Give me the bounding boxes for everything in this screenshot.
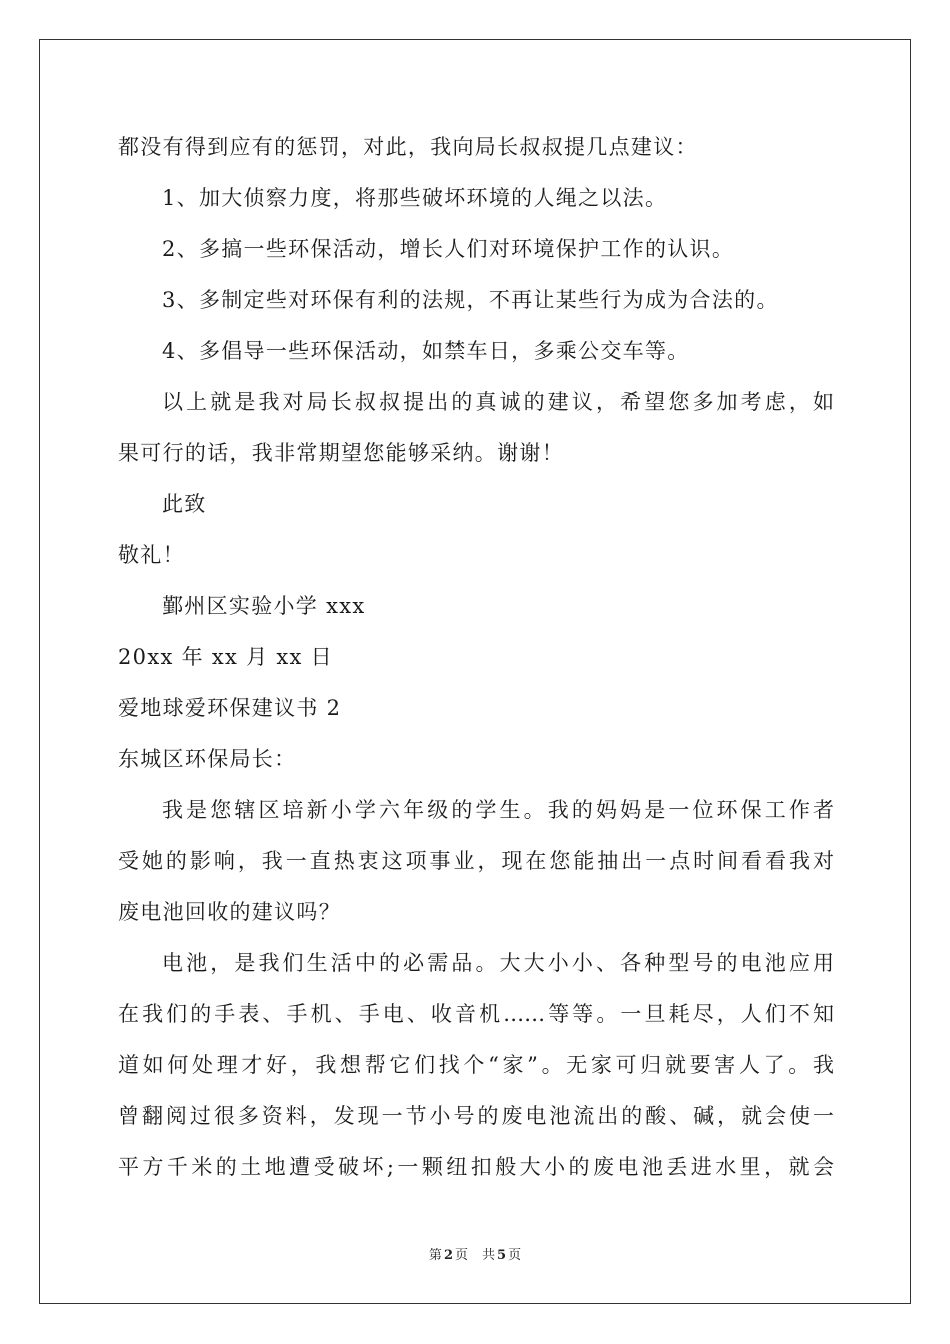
total-prefix: 共 — [482, 1248, 496, 1263]
closing-respect: 敬礼！ — [118, 543, 185, 567]
suggestion-item-3: 3、多制定些对环保有利的法规，不再让某些行为成为合法的。 — [162, 288, 779, 312]
total-suffix: 页 — [508, 1248, 522, 1263]
paragraph-line: 电池，是我们生活中的必需品。大大小小、各种型号的电池应用 — [162, 951, 834, 975]
paragraph-line: 曾翻阅过很多资料，发现一节小号的废电池流出的酸、碱，就会使一 — [118, 1104, 834, 1128]
current-page-number: 2 — [443, 1248, 453, 1263]
paragraph-line: 都没有得到应有的惩罚，对此，我向局长叔叔提几点建议： — [118, 135, 698, 159]
page-footer — [0, 1244, 950, 1263]
signature: 鄞州区实验小学 xxx — [162, 594, 366, 618]
paragraph-line: 我是您辖区培新小学六年级的学生。我的妈妈是一位环保工作者 — [162, 798, 834, 822]
closing-salutation: 此致 — [162, 492, 207, 516]
document-body — [118, 126, 834, 1197]
suggestion-item-1: 1、加大侦察力度，将那些破坏环境的人绳之以法。 — [162, 186, 668, 210]
total-page-number: 5 — [497, 1248, 507, 1263]
section-title: 爱地球爱环保建议书 2 — [118, 696, 342, 720]
page-suffix: 页 — [454, 1248, 468, 1263]
letter-date: 20xx 年 xx 月 xx 日 — [118, 645, 333, 669]
paragraph-line: 废电池回收的建议吗？ — [118, 900, 341, 924]
suggestion-item-2: 2、多搞一些环保活动，增长人们对环境保护工作的认识。 — [162, 237, 735, 261]
letter-greeting: 东城区环保局长： — [118, 747, 297, 771]
paragraph-line: 果可行的话，我非常期望您能够采纳。谢谢！ — [118, 441, 564, 465]
paragraph-line: 以上就是我对局长叔叔提出的真诚的建议，希望您多加考虑，如 — [162, 390, 834, 414]
suggestion-item-4: 4、多倡导一些环保活动，如禁车日，多乘公交车等。 — [162, 339, 690, 363]
paragraph-line: 受她的影响，我一直热衷这项事业，现在您能抽出一点时间看看我对 — [118, 849, 834, 873]
paragraph-line: 在我们的手表、手机、手电、收音机……等等。一旦耗尽，人们不知 — [118, 1002, 834, 1026]
paragraph-line: 道如何处理才好，我想帮它们找个“家”。无家可归就要害人了。我 — [118, 1053, 834, 1077]
paragraph-line: 平方千米的土地遭受破坏;一颗纽扣般大小的废电池丢进水里，就会 — [118, 1155, 834, 1179]
page-prefix: 第 — [428, 1248, 442, 1263]
